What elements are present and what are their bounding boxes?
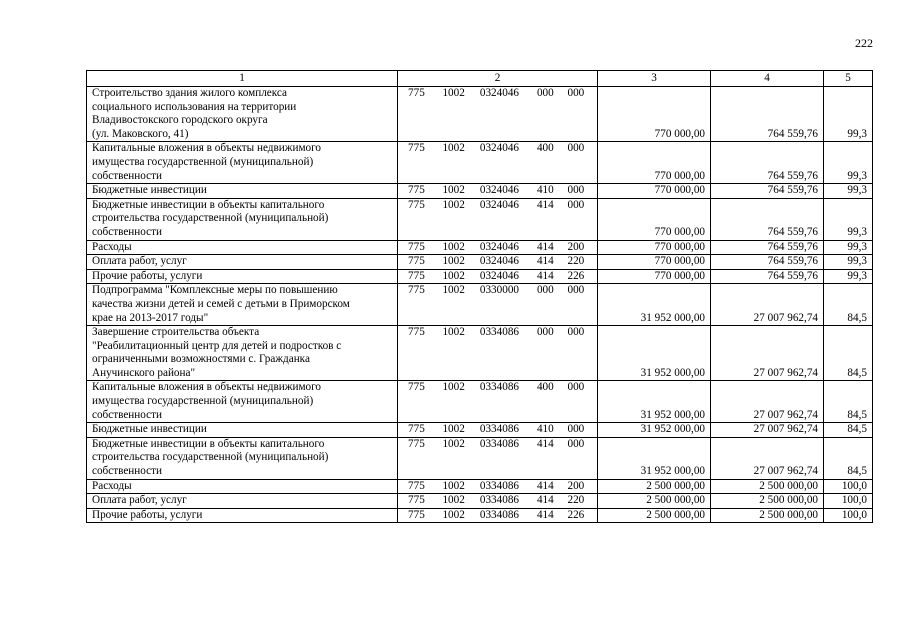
classification-code: 200 <box>567 240 585 253</box>
classification-code: 775 <box>408 269 425 282</box>
row-name-cell <box>87 198 398 240</box>
row-codes-cell <box>398 437 598 479</box>
plan-amount-cell: 2 500 000,00 <box>598 494 711 509</box>
row-name-cell <box>87 269 398 284</box>
table-row <box>87 87 873 142</box>
plan-amount-cell: 31 952 000,00 <box>598 381 711 423</box>
classification-code: 775 <box>408 326 425 339</box>
plan-amount-cell: 31 952 000,00 <box>598 326 711 381</box>
row-name-line: социального использования на территории <box>92 100 297 113</box>
plan-amount-cell: 770 000,00 <box>598 142 711 184</box>
classification-code: 0324046 <box>479 255 520 268</box>
classification-code: 1002 <box>442 284 465 297</box>
actual-amount-cell: 27 007 962,74 <box>711 423 824 438</box>
header-cell-1: 1 <box>87 71 398 87</box>
percent-cell: 100,0 <box>824 479 873 494</box>
table-row <box>87 269 873 284</box>
classification-code: 0334086 <box>479 479 520 492</box>
classification-code: 1002 <box>442 423 465 436</box>
percent-cell: 84,5 <box>824 326 873 381</box>
table-row <box>87 284 873 326</box>
row-name-line: "Реабилитационный центр для детей и подростков с <box>92 339 342 352</box>
row-name-line: собственности <box>92 225 162 238</box>
classification-code: 0334086 <box>479 423 520 436</box>
actual-amount-cell: 2 500 000,00 <box>711 494 824 509</box>
plan-amount-cell: 770 000,00 <box>598 269 711 284</box>
row-name-cell <box>87 326 398 381</box>
table-row <box>87 255 873 270</box>
classification-code: 775 <box>408 437 425 450</box>
row-name-line: крае на 2013-2017 годы" <box>92 311 209 324</box>
row-name-cell <box>87 142 398 184</box>
classification-code: 1002 <box>442 437 465 450</box>
classification-code: 1002 <box>442 255 465 268</box>
row-name-line: строительства государственной (муниципальной) <box>92 212 329 225</box>
actual-amount-cell: 764 559,76 <box>711 255 824 270</box>
table-row <box>87 184 873 199</box>
row-name-line: Расходы <box>92 479 132 492</box>
plan-amount-cell: 31 952 000,00 <box>598 437 711 479</box>
classification-code: 775 <box>408 508 425 521</box>
classification-code: 1002 <box>442 479 465 492</box>
row-name-line: Владивостокского городского округа <box>92 114 268 127</box>
row-name-cell <box>87 87 398 142</box>
percent-cell: 84,5 <box>824 423 873 438</box>
row-codes-cell <box>398 255 598 270</box>
actual-amount-cell: 2 500 000,00 <box>711 508 824 523</box>
row-codes-cell <box>398 381 598 423</box>
row-name-line: Оплата работ, услуг <box>92 494 187 507</box>
row-name-line: Капитальные вложения в объекты недвижимого <box>92 381 322 394</box>
classification-code: 1002 <box>442 142 465 155</box>
row-name-line: Расходы <box>92 240 132 253</box>
page-number: 222 <box>855 36 873 50</box>
table-row <box>87 326 873 381</box>
table-header-row <box>87 71 873 87</box>
header-cell-3: 3 <box>598 71 711 87</box>
percent-cell: 84,5 <box>824 437 873 479</box>
classification-code: 000 <box>567 423 585 436</box>
row-name-line: собственности <box>92 465 162 478</box>
plan-amount-cell: 2 500 000,00 <box>598 508 711 523</box>
row-name-line: имущества государственной (муниципальной) <box>92 395 314 408</box>
classification-code: 414 <box>536 437 554 450</box>
classification-code: 1002 <box>442 326 465 339</box>
percent-cell: 99,3 <box>824 240 873 255</box>
row-name-line: ограниченными возможностями с. Гражданка <box>92 353 310 366</box>
row-name-line: собственности <box>92 169 162 182</box>
classification-code: 226 <box>567 269 585 282</box>
table-row <box>87 494 873 509</box>
classification-code: 775 <box>408 494 425 507</box>
row-codes-cell <box>398 184 598 199</box>
header-cell-5: 5 <box>824 71 873 87</box>
row-name-line: Бюджетные инвестиции в объекты капитального <box>92 437 325 450</box>
classification-code: 414 <box>536 198 554 211</box>
plan-amount-cell: 770 000,00 <box>598 198 711 240</box>
row-name-line: собственности <box>92 408 162 421</box>
percent-cell: 100,0 <box>824 494 873 509</box>
classification-code: 0324046 <box>479 240 520 253</box>
classification-code: 0334086 <box>479 494 520 507</box>
plan-amount-cell: 31 952 000,00 <box>598 423 711 438</box>
classification-code: 1002 <box>442 87 465 99</box>
classification-code: 0330000 <box>479 284 520 297</box>
classification-code: 200 <box>567 479 585 492</box>
classification-code: 0334086 <box>479 381 520 394</box>
row-codes-cell <box>398 494 598 509</box>
classification-code: 000 <box>536 284 554 297</box>
row-name-cell <box>87 240 398 255</box>
row-codes-cell <box>398 269 598 284</box>
classification-code: 775 <box>408 184 425 197</box>
classification-code: 1002 <box>442 508 465 521</box>
classification-code: 000 <box>567 87 585 99</box>
row-codes-cell <box>398 423 598 438</box>
classification-code: 226 <box>567 508 585 521</box>
row-name-line: Прочие работы, услуги <box>92 508 203 521</box>
classification-code: 000 <box>536 326 554 339</box>
table-row <box>87 240 873 255</box>
plan-amount-cell: 2 500 000,00 <box>598 479 711 494</box>
row-name-line: Строительство здания жилого комплекса <box>92 87 287 99</box>
classification-code: 1002 <box>442 198 465 211</box>
classification-code: 1002 <box>442 381 465 394</box>
classification-code: 775 <box>408 240 425 253</box>
row-codes-cell <box>398 198 598 240</box>
classification-code: 1002 <box>442 184 465 197</box>
classification-code: 0324046 <box>479 87 520 99</box>
row-name-cell <box>87 479 398 494</box>
classification-code: 000 <box>536 87 554 99</box>
classification-code: 0324046 <box>479 142 520 155</box>
classification-code: 000 <box>567 326 585 339</box>
row-name-cell <box>87 184 398 199</box>
plan-amount-cell: 770 000,00 <box>598 240 711 255</box>
actual-amount-cell: 764 559,76 <box>711 240 824 255</box>
classification-code: 414 <box>536 240 554 253</box>
table-row <box>87 198 873 240</box>
row-name-line: Завершение строительства объекта <box>92 326 260 339</box>
row-name-cell <box>87 494 398 509</box>
classification-code: 414 <box>536 269 554 282</box>
classification-code: 775 <box>408 255 425 268</box>
row-name-line: Подпрограмма "Комплексные меры по повышению <box>92 284 338 297</box>
row-name-cell <box>87 437 398 479</box>
actual-amount-cell: 27 007 962,74 <box>711 326 824 381</box>
percent-cell: 99,3 <box>824 87 873 142</box>
actual-amount-cell: 764 559,76 <box>711 269 824 284</box>
table-row <box>87 437 873 479</box>
table-body <box>87 71 873 523</box>
classification-code: 775 <box>408 381 425 394</box>
classification-code: 775 <box>408 87 425 99</box>
classification-code: 0324046 <box>479 184 520 197</box>
classification-code: 000 <box>567 437 585 450</box>
actual-amount-cell: 764 559,76 <box>711 142 824 184</box>
row-codes-cell <box>398 479 598 494</box>
classification-code: 0324046 <box>479 269 520 282</box>
header-cell-4: 4 <box>711 71 824 87</box>
classification-code: 000 <box>567 198 585 211</box>
classification-code: 414 <box>536 508 554 521</box>
row-name-cell <box>87 284 398 326</box>
percent-cell: 99,3 <box>824 269 873 284</box>
budget-table <box>86 70 873 523</box>
classification-code: 0334086 <box>479 508 520 521</box>
classification-code: 775 <box>408 423 425 436</box>
classification-code: 414 <box>536 494 554 507</box>
actual-amount-cell: 764 559,76 <box>711 198 824 240</box>
row-codes-cell <box>398 142 598 184</box>
classification-code: 1002 <box>442 269 465 282</box>
actual-amount-cell: 2 500 000,00 <box>711 479 824 494</box>
plan-amount-cell: 770 000,00 <box>598 87 711 142</box>
row-name-line: качества жизни детей и семей с детьми в Приморском <box>92 297 350 310</box>
classification-code: 410 <box>536 423 554 436</box>
table-row <box>87 142 873 184</box>
actual-amount-cell: 764 559,76 <box>711 184 824 199</box>
table-row <box>87 381 873 423</box>
percent-cell: 84,5 <box>824 284 873 326</box>
classification-code: 1002 <box>442 240 465 253</box>
plan-amount-cell: 31 952 000,00 <box>598 284 711 326</box>
row-name-line: Бюджетные инвестиции в объекты капитального <box>92 198 325 211</box>
classification-code: 775 <box>408 479 425 492</box>
row-name-line: Прочие работы, услуги <box>92 269 203 282</box>
row-name-cell <box>87 381 398 423</box>
classification-code: 000 <box>567 142 585 155</box>
classification-code: 220 <box>567 494 585 507</box>
row-codes-cell <box>398 284 598 326</box>
classification-code: 000 <box>567 184 585 197</box>
percent-cell: 99,3 <box>824 255 873 270</box>
row-name-line: строительства государственной (муниципальной) <box>92 451 329 464</box>
classification-code: 0334086 <box>479 437 520 450</box>
table-row <box>87 423 873 438</box>
actual-amount-cell: 27 007 962,74 <box>711 437 824 479</box>
percent-cell: 99,3 <box>824 184 873 199</box>
classification-code: 1002 <box>442 494 465 507</box>
row-name-line: имущества государственной (муниципальной) <box>92 155 314 168</box>
row-name-line: Капитальные вложения в объекты недвижимого <box>92 142 322 155</box>
row-codes-cell <box>398 87 598 142</box>
plan-amount-cell: 770 000,00 <box>598 255 711 270</box>
actual-amount-cell: 27 007 962,74 <box>711 381 824 423</box>
classification-code: 414 <box>536 479 554 492</box>
classification-code: 775 <box>408 284 425 297</box>
percent-cell: 99,3 <box>824 198 873 240</box>
header-cell-2: 2 <box>398 71 598 87</box>
row-name-cell <box>87 255 398 270</box>
classification-code: 0334086 <box>479 326 520 339</box>
plan-amount-cell: 770 000,00 <box>598 184 711 199</box>
row-name-line: Оплата работ, услуг <box>92 255 187 268</box>
classification-code: 000 <box>567 284 585 297</box>
row-name-line: Анучинского района" <box>92 366 196 379</box>
row-name-cell <box>87 423 398 438</box>
classification-code: 775 <box>408 198 425 211</box>
actual-amount-cell: 764 559,76 <box>711 87 824 142</box>
classification-code: 775 <box>408 142 425 155</box>
classification-code: 410 <box>536 184 554 197</box>
classification-code: 414 <box>536 255 554 268</box>
classification-code: 400 <box>536 142 554 155</box>
percent-cell: 84,5 <box>824 381 873 423</box>
row-codes-cell <box>398 240 598 255</box>
row-name-line: Бюджетные инвестиции <box>92 184 207 197</box>
row-codes-cell <box>398 508 598 523</box>
classification-code: 220 <box>567 255 585 268</box>
percent-cell: 100,0 <box>824 508 873 523</box>
classification-code: 000 <box>567 381 585 394</box>
row-name-cell <box>87 508 398 523</box>
classification-code: 400 <box>536 381 554 394</box>
percent-cell: 99,3 <box>824 142 873 184</box>
table-row <box>87 508 873 523</box>
actual-amount-cell: 27 007 962,74 <box>711 284 824 326</box>
row-codes-cell <box>398 326 598 381</box>
table-row <box>87 479 873 494</box>
row-name-line: (ул. Маковского, 41) <box>92 127 189 140</box>
row-name-line: Бюджетные инвестиции <box>92 423 207 436</box>
classification-code: 0324046 <box>479 198 520 211</box>
